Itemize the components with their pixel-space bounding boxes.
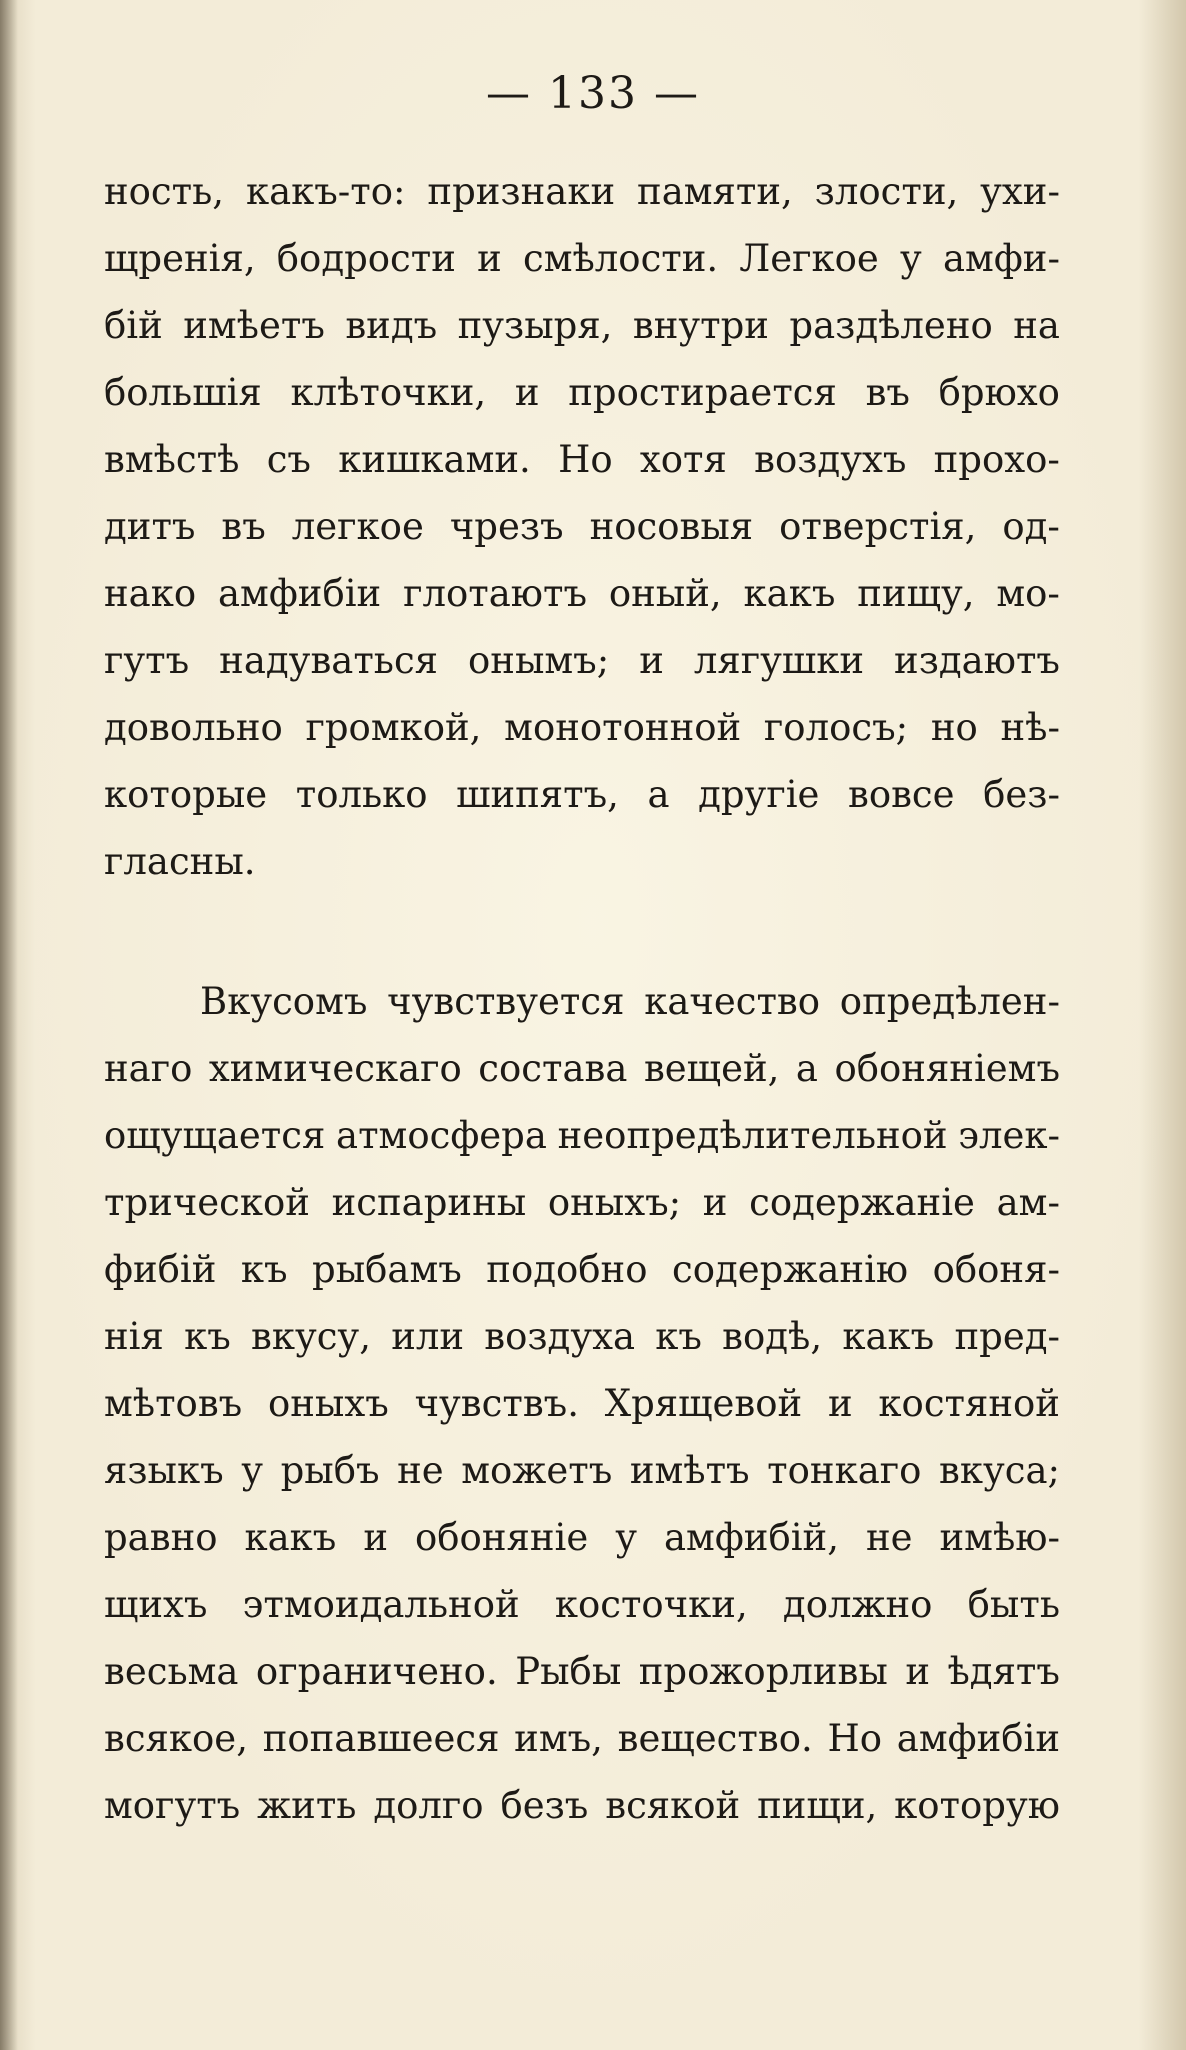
text-line: гласны. (104, 840, 256, 883)
text-line: могутъ жить долго безъ всякой пищи, которую (104, 1784, 1060, 1827)
text-line: Вкусомъ чувствуется качество опредѣлен- (200, 980, 1060, 1023)
text-line: трической испарины оныхъ; и содержаніе ам- (104, 1181, 1060, 1224)
page-number-header: — 133 — (486, 68, 700, 119)
text-line: которые только шипятъ, а другіе вовсе без- (104, 773, 1060, 816)
text-line: бій имѣетъ видъ пузыря, внутри раздѣлено на (104, 304, 1060, 347)
text-line: дитъ въ легкое чрезъ носовыя отверстія, од- (104, 505, 1060, 548)
text-line: языкъ у рыбъ не можетъ имѣтъ тонкаго вкуса; (104, 1449, 1060, 1492)
text-line: щренія, бодрости и смѣлости. Легкое у амфи- (104, 237, 1060, 280)
text-line: щихъ этмоидальной косточки, должно быть (104, 1583, 1060, 1626)
text-line: фибій къ рыбамъ подобно содержанію обоня- (104, 1248, 1060, 1291)
text-line: весьма ограничено. Рыбы прожорливы и ѣдятъ (104, 1650, 1060, 1693)
text-line: всякое, попавшееся имъ, вещество. Но амфибіи (104, 1717, 1060, 1760)
text-line: вмѣстѣ съ кишками. Но хотя воздухъ прохо- (104, 438, 1060, 481)
text-line: мѣтовъ оныхъ чувствъ. Хрящевой и костяной (104, 1382, 1060, 1425)
text-line: довольно громкой, монотонной голосъ; но нѣ- (104, 706, 1060, 749)
text-line: равно какъ и обоняніе у амфибій, не имѣю- (104, 1516, 1060, 1559)
text-line: гутъ надуваться онымъ; и лягушки издаютъ (104, 639, 1060, 682)
paragraph-2 (104, 968, 1060, 1839)
text-line: ность, какъ-то: признаки памяти, злости, ухи- (104, 170, 1060, 213)
page-binding-shadow (0, 0, 18, 2050)
text-line: нако амфибіи глотаютъ оный, какъ пищу, мо- (104, 572, 1060, 615)
text-line: наго химическаго состава вещей, а обоняніемъ (104, 1047, 1060, 1090)
paragraph-1 (104, 158, 1060, 895)
text-line: нія къ вкусу, или воздуха къ водѣ, какъ пред- (104, 1315, 1060, 1358)
text-line: большія клѣточки, и простирается въ брюхо (104, 371, 1060, 414)
text-line: ощущается атмосфера неопредѣлительной элек- (104, 1114, 1060, 1157)
